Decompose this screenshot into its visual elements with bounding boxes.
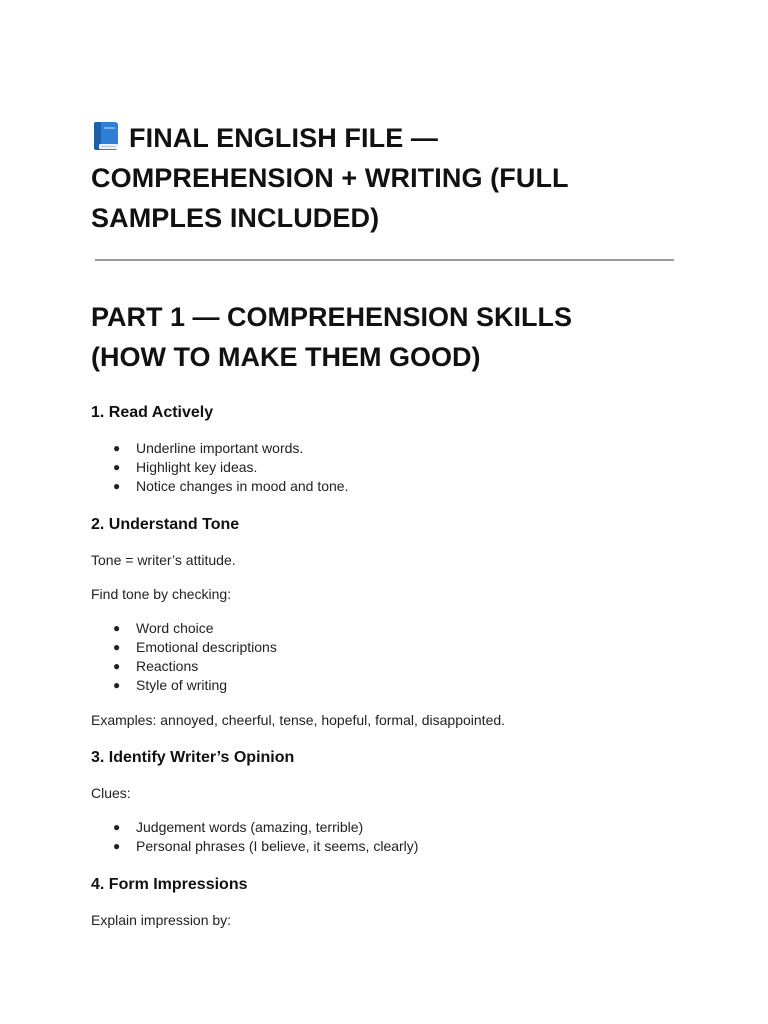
bullet-dot: ● <box>113 621 121 635</box>
section-3-heading: 3. Identify Writer’s Opinion <box>91 749 295 766</box>
section-2-paragraph-1: Tone = writer’s attitude. <box>91 552 236 568</box>
bullet-dot: ● <box>113 659 121 673</box>
title-line-3: SAMPLES INCLUDED) <box>91 203 380 233</box>
bullet-dot: ● <box>113 640 121 654</box>
section-2-paragraph-2: Find tone by checking: <box>91 586 232 602</box>
part-1-title <box>91 297 681 377</box>
list-item: ● Underline important words. <box>113 440 304 456</box>
part-1-title-line-1: PART 1 — COMPREHENSION SKILLS <box>91 302 573 332</box>
blue-book-icon <box>91 121 121 151</box>
section-3-paragraph-1: Clues: <box>91 785 131 801</box>
list-item: ● Highlight key ideas. <box>113 459 258 475</box>
list-item: ● Style of writing <box>113 677 228 693</box>
part-1-title-line-2: (HOW TO MAKE THEM GOOD) <box>91 342 481 372</box>
section-1-heading: 1. Read Actively <box>91 404 214 421</box>
bullet-dot: ● <box>113 839 121 853</box>
list-item: ● Personal phrases (I believe, it seems, clearly) <box>113 838 419 854</box>
section-3-bullet-list <box>113 818 681 856</box>
document-title <box>91 118 681 238</box>
section-2-paragraph-3: Examples: annoyed, cheerful, tense, hopeful, formal, disappointed. <box>91 712 506 728</box>
list-item: ● Judgement words (amazing, terrible) <box>113 819 364 835</box>
bullet-dot: ● <box>113 479 121 493</box>
list-item: ● Emotional descriptions <box>113 639 277 655</box>
section-4-heading: 4. Form Impressions <box>91 876 248 893</box>
bullet-dot: ● <box>113 678 121 692</box>
list-item: ● Notice changes in mood and tone. <box>113 478 349 494</box>
document-page <box>91 118 681 929</box>
bullet-dot: ● <box>113 820 121 834</box>
list-item: ● Reactions <box>113 658 199 674</box>
bullet-dot: ● <box>113 460 121 474</box>
section-2-bullet-list <box>113 619 681 695</box>
title-line-2: COMPREHENSION + WRITING (FULL <box>91 163 569 193</box>
section-4-paragraph-1: Explain impression by: <box>91 912 232 928</box>
bullet-dot: ● <box>113 441 121 455</box>
horizontal-divider <box>95 259 674 261</box>
section-2-heading: 2. Understand Tone <box>91 516 240 533</box>
title-text-1: FINAL ENGLISH FILE — <box>129 123 439 153</box>
title-line-1 <box>91 118 681 158</box>
section-1-bullet-list <box>113 439 681 496</box>
list-item: ● Word choice <box>113 620 214 636</box>
